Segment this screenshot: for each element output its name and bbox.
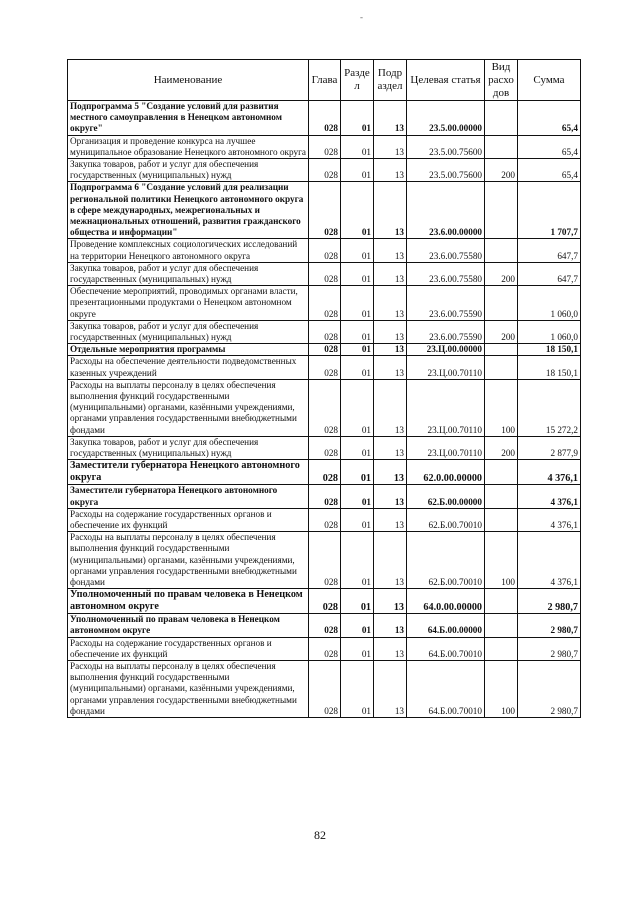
cell-name: Отдельные мероприятия программы [68,344,309,356]
cell-sum: 4 376,1 [518,508,581,531]
cell-section: 01 [341,637,374,660]
cell-name: Обеспечение мероприятий, проводимых органами власти, презентационными продуктами о Ненецком автономном округе [68,286,309,321]
cell-target: 23.6.00.75580 [407,239,485,262]
cell-type [485,344,518,356]
cell-target: 23.6.00.75590 [407,286,485,321]
cell-target: 23.5.00.00000 [407,101,485,136]
cell-subsection: 13 [374,660,407,717]
cell-subsection: 13 [374,286,407,321]
cell-type: 200 [485,262,518,285]
cell-sum: 65,4 [518,159,581,182]
cell-type [485,485,518,508]
cell-chapter: 028 [309,637,341,660]
cell-type: 100 [485,660,518,717]
cell-name: Расходы на выплаты персоналу в целях обеспечения выполнения функций государственными (муниципальными) органами, казёнными учреждениями, органами управления государственными внебюджетными фондами [68,660,309,717]
cell-name: Уполномоченный по правам человека в Ненецком автономном округе [68,614,309,637]
table-row [68,589,581,614]
cell-name: Закупка товаров, работ и услуг для обеспечения государственных (муниципальных) нужд [68,436,309,459]
cell-subsection: 13 [374,101,407,136]
cell-section: 01 [341,614,374,637]
cell-type [485,239,518,262]
cell-name: Организация и проведение конкурса на лучшее муниципальное образование Ненецкого автономного округа [68,135,309,158]
cell-chapter: 028 [309,589,341,614]
cell-subsection: 13 [374,614,407,637]
cell-type [485,460,518,485]
cell-sum: 4 376,1 [518,460,581,485]
cell-section: 01 [341,320,374,343]
cell-type [485,614,518,637]
cell-sum: 18 150,1 [518,356,581,379]
cell-name: Расходы на содержание государственных органов и обеспечение их функций [68,508,309,531]
cell-chapter: 028 [309,101,341,136]
cell-chapter: 028 [309,460,341,485]
cell-sum: 2 980,7 [518,637,581,660]
cell-chapter: 028 [309,239,341,262]
cell-section: 01 [341,436,374,459]
cell-name: Закупка товаров, работ и услуг для обеспечения государственных (муниципальных) нужд [68,159,309,182]
cell-sum: 2 980,7 [518,660,581,717]
cell-sum: 1 060,0 [518,286,581,321]
cell-chapter: 028 [309,508,341,531]
cell-chapter: 028 [309,182,341,239]
cell-chapter: 028 [309,614,341,637]
cell-target: 23.6.00.75580 [407,262,485,285]
cell-type [485,286,518,321]
header-section: Разде л [341,60,374,101]
cell-chapter: 028 [309,660,341,717]
cell-type [485,637,518,660]
cell-section: 01 [341,508,374,531]
table-row [68,101,581,136]
cell-subsection: 13 [374,589,407,614]
cell-target: 64.0.00.00000 [407,589,485,614]
cell-name: Уполномоченный по правам человека в Ненецком автономном округе [68,589,309,614]
cell-name: Расходы на содержание государственных органов и обеспечение их функций [68,637,309,660]
cell-section: 01 [341,485,374,508]
cell-chapter: 028 [309,262,341,285]
cell-chapter: 028 [309,286,341,321]
cell-target: 23.5.00.75600 [407,159,485,182]
cell-section: 01 [341,135,374,158]
cell-target: 62.0.00.00000 [407,460,485,485]
budget-table [67,59,581,718]
cell-chapter: 028 [309,320,341,343]
table-row [68,436,581,459]
cell-name: Подпрограмма 6 "Создание условий для реализации региональной политики Ненецкого автономного округа в сфере международных, межрегиональных и межнациональных отношений, развития гражданского общества и информации" [68,182,309,239]
cell-subsection: 13 [374,159,407,182]
table-row [68,262,581,285]
cell-target: 23.Ц.00.70110 [407,436,485,459]
cell-sum: 4 376,1 [518,485,581,508]
cell-sum: 2 980,7 [518,589,581,614]
cell-sum: 1 707,7 [518,182,581,239]
cell-section: 01 [341,101,374,136]
cell-sum: 65,4 [518,135,581,158]
cell-subsection: 13 [374,182,407,239]
cell-subsection: 13 [374,344,407,356]
cell-section: 01 [341,159,374,182]
table-row [68,660,581,717]
cell-subsection: 13 [374,320,407,343]
cell-target: 62.Б.00.70010 [407,532,485,589]
cell-target: 23.6.00.75590 [407,320,485,343]
cell-type: 200 [485,436,518,459]
cell-type [485,589,518,614]
table-row [68,182,581,239]
cell-subsection: 13 [374,262,407,285]
cell-sum: 1 060,0 [518,320,581,343]
cell-section: 01 [341,379,374,436]
table-row [68,637,581,660]
cell-section: 01 [341,460,374,485]
table-row [68,239,581,262]
cell-chapter: 028 [309,436,341,459]
cell-section: 01 [341,182,374,239]
table-row [68,344,581,356]
cell-target: 62.Б.00.70010 [407,508,485,531]
cell-name: Расходы на обеспечение деятельности подведомственных казенных учреждений [68,356,309,379]
header-sum: Сумма [518,60,581,101]
cell-subsection: 13 [374,135,407,158]
cell-type [485,182,518,239]
cell-chapter: 028 [309,135,341,158]
cell-name: Закупка товаров, работ и услуг для обеспечения государственных (муниципальных) нужд [68,320,309,343]
cell-sum: 18 150,1 [518,344,581,356]
cell-name: Заместители губернатора Ненецкого автономного округа [68,485,309,508]
cell-section: 01 [341,356,374,379]
top-mark: - [360,12,363,22]
cell-type [485,135,518,158]
table-row [68,460,581,485]
cell-name: Расходы на выплаты персоналу в целях обеспечения выполнения функций государственными (муниципальными) органами, казёнными учреждениями, органами управления государственными внебюджетными фондами [68,532,309,589]
table-row [68,159,581,182]
cell-section: 01 [341,344,374,356]
cell-name: Проведение комплексных социологических исследований на территории Ненецкого автономного округа [68,239,309,262]
cell-sum: 4 376,1 [518,532,581,589]
cell-chapter: 028 [309,159,341,182]
cell-chapter: 028 [309,379,341,436]
cell-target: 64.Б.00.00000 [407,614,485,637]
page-number: 82 [314,828,326,842]
cell-subsection: 13 [374,239,407,262]
cell-target: 23.Ц.00.70110 [407,356,485,379]
cell-subsection: 13 [374,460,407,485]
header-chapter: Глава [309,60,341,101]
cell-sum: 647,7 [518,239,581,262]
cell-type [485,508,518,531]
cell-subsection: 13 [374,532,407,589]
cell-target: 23.6.00.00000 [407,182,485,239]
cell-chapter: 028 [309,356,341,379]
cell-type: 100 [485,379,518,436]
table-header-row [68,60,581,101]
cell-target: 62.Б.00.00000 [407,485,485,508]
cell-section: 01 [341,286,374,321]
cell-subsection: 13 [374,485,407,508]
table-row [68,614,581,637]
table-row [68,508,581,531]
cell-subsection: 13 [374,436,407,459]
cell-type [485,101,518,136]
cell-name: Расходы на выплаты персоналу в целях обеспечения выполнения функций государственными (муниципальными) органами, казёнными учреждениями, органами управления государственными внебюджетными фондами [68,379,309,436]
cell-section: 01 [341,262,374,285]
cell-chapter: 028 [309,532,341,589]
table-body [68,101,581,718]
cell-section: 01 [341,589,374,614]
cell-sum: 2 877,9 [518,436,581,459]
cell-target: 64.Б.00.70010 [407,660,485,717]
cell-section: 01 [341,660,374,717]
cell-target: 64.Б.00.70010 [407,637,485,660]
table-row [68,286,581,321]
cell-type: 100 [485,532,518,589]
header-name: Наименование [68,60,309,101]
cell-subsection: 13 [374,508,407,531]
cell-chapter: 028 [309,344,341,356]
cell-type: 200 [485,320,518,343]
cell-sum: 15 272,2 [518,379,581,436]
cell-subsection: 13 [374,379,407,436]
cell-name: Подпрограмма 5 "Создание условий для развития местного самоуправления в Ненецком автономном округе" [68,101,309,136]
table-row [68,485,581,508]
table-row [68,379,581,436]
table-row [68,356,581,379]
cell-subsection: 13 [374,637,407,660]
cell-target: 23.Ц.00.00000 [407,344,485,356]
cell-subsection: 13 [374,356,407,379]
cell-chapter: 028 [309,485,341,508]
cell-type [485,356,518,379]
cell-name: Заместители губернатора Ненецкого автономного округа [68,460,309,485]
cell-target: 23.Ц.00.70110 [407,379,485,436]
cell-type: 200 [485,159,518,182]
cell-section: 01 [341,239,374,262]
cell-target: 23.5.00.75600 [407,135,485,158]
header-type: Вид расхо дов [485,60,518,101]
header-target: Целевая статья [407,60,485,101]
table-row [68,532,581,589]
table-row [68,320,581,343]
cell-sum: 2 980,7 [518,614,581,637]
cell-sum: 65,4 [518,101,581,136]
cell-section: 01 [341,532,374,589]
table-row [68,135,581,158]
header-subsection: Подр аздел [374,60,407,101]
cell-sum: 647,7 [518,262,581,285]
cell-name: Закупка товаров, работ и услуг для обеспечения государственных (муниципальных) нужд [68,262,309,285]
